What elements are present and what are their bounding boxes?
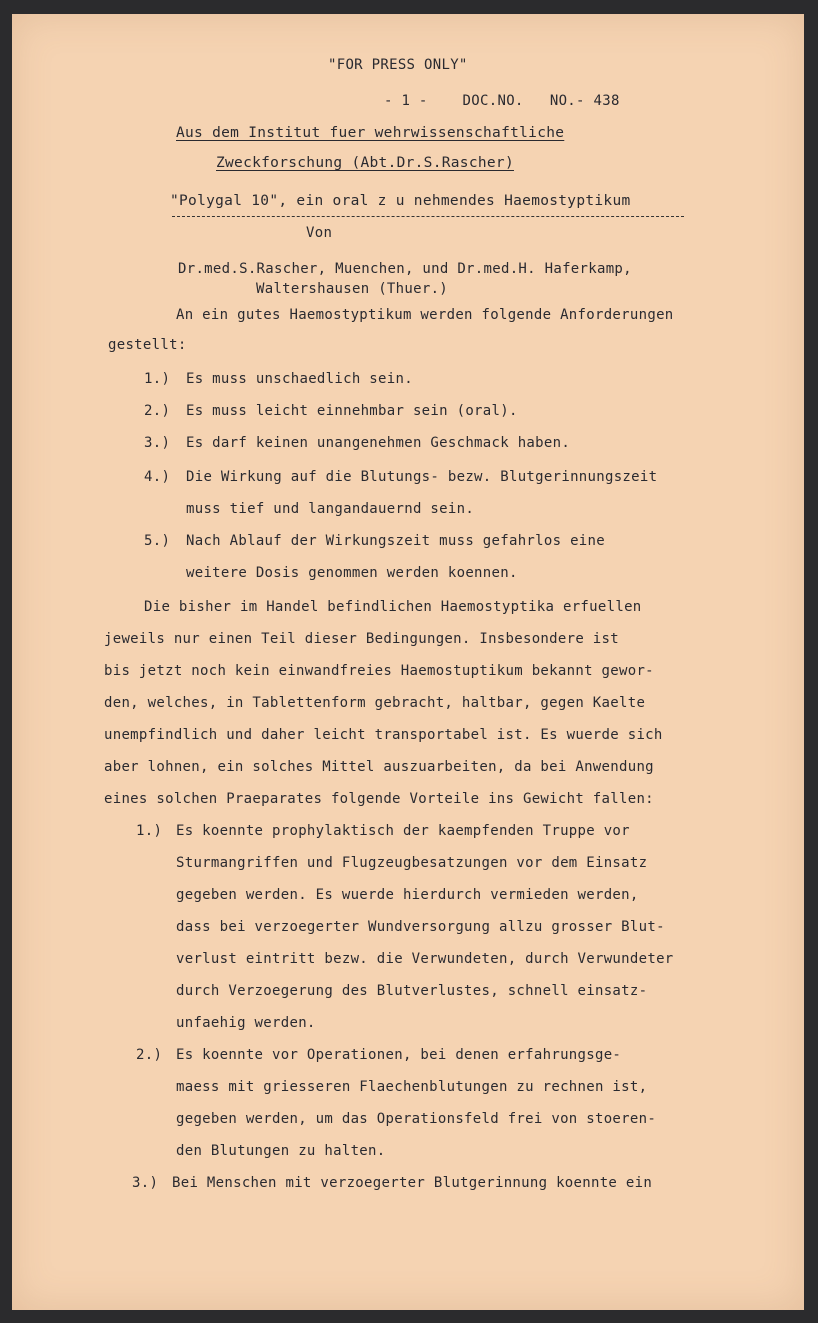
advantage-1-line-1: Es koennte prophylaktisch der kaempfenden Truppe vor: [176, 823, 630, 839]
advantage-1-line-7: unfaehig werden.: [176, 1015, 316, 1031]
advantage-3-number: 3.): [132, 1175, 159, 1191]
requirement-2-number: 2.): [144, 403, 171, 419]
press-note: "FOR PRESS ONLY": [328, 57, 468, 73]
requirement-4-line-1: Die Wirkung auf die Blutungs- bezw. Blutgerinnungszeit: [186, 469, 658, 485]
requirement-1-number: 1.): [144, 371, 171, 387]
document-title: "Polygal 10", ein oral z u nehmendes Haemostyptikum: [170, 193, 631, 209]
paragraph-line-2: jeweils nur einen Teil dieser Bedingungen. Insbesondere ist: [104, 631, 619, 647]
authors-line-1: Dr.med.S.Rascher, Muenchen, und Dr.med.H. Haferkamp,: [178, 261, 632, 277]
by-label: Von: [306, 225, 333, 241]
paragraph-line-6: aber lohnen, ein solches Mittel auszuarbeiten, da bei Anwendung: [104, 759, 654, 775]
document-page: [12, 14, 804, 1310]
requirement-1-text: Es muss unschaedlich sein.: [186, 371, 413, 387]
advantage-2-number: 2.): [136, 1047, 163, 1063]
requirement-5-line-2: weitere Dosis genommen werden koennen.: [186, 565, 518, 581]
page-reference: - 1 - DOC.NO. NO.- 438: [384, 93, 620, 109]
advantage-1-line-2: Sturmangriffen und Flugzeugbesatzungen vor dem Einsatz: [176, 855, 648, 871]
title-underline: [172, 216, 684, 217]
advantage-1-line-4: dass bei verzoegerter Wundversorgung allzu grosser Blut-: [176, 919, 665, 935]
paragraph-line-7: eines solchen Praeparates folgende Vorteile ins Gewicht fallen:: [104, 791, 654, 807]
advantage-1-line-3: gegeben werden. Es wuerde hierdurch vermieden werden,: [176, 887, 639, 903]
advantage-2-line-3: gegeben werden, um das Operationsfeld frei von stoeren-: [176, 1111, 657, 1127]
requirement-3-number: 3.): [144, 435, 171, 451]
requirement-5-line-1: Nach Ablauf der Wirkungszeit muss gefahrlos eine: [186, 533, 605, 549]
requirement-3-text: Es darf keinen unangenehmen Geschmack haben.: [186, 435, 571, 451]
institute-line-2: Zweckforschung (Abt.Dr.S.Rascher): [216, 155, 514, 171]
paragraph-line-1: Die bisher im Handel befindlichen Haemostyptika erfuellen: [144, 599, 642, 615]
intro-line-2: gestellt:: [108, 337, 187, 353]
advantage-2-line-1: Es koennte vor Operationen, bei denen erfahrungsge-: [176, 1047, 622, 1063]
authors-line-2: Waltershausen (Thuer.): [256, 281, 449, 297]
advantage-1-line-5: verlust eintritt bezw. die Verwundeten, durch Verwundeter: [176, 951, 674, 967]
intro-line-1: An ein gutes Haemostyptikum werden folgende Anforderungen: [176, 307, 674, 323]
paragraph-line-4: den, welches, in Tablettenform gebracht, haltbar, gegen Kaelte: [104, 695, 646, 711]
advantage-1-number: 1.): [136, 823, 163, 839]
paragraph-line-3: bis jetzt noch kein einwandfreies Haemostuptikum bekannt gewor-: [104, 663, 654, 679]
advantage-3-line-1: Bei Menschen mit verzoegerter Blutgerinnung koennte ein: [172, 1175, 653, 1191]
requirement-2-text: Es muss leicht einnehmbar sein (oral).: [186, 403, 518, 419]
advantage-1-line-6: durch Verzoegerung des Blutverlustes, schnell einsatz-: [176, 983, 648, 999]
institute-line-1: Aus dem Institut fuer wehrwissenschaftliche: [176, 125, 565, 141]
requirement-4-line-2: muss tief und langandauernd sein.: [186, 501, 475, 517]
advantage-2-line-4: den Blutungen zu halten.: [176, 1143, 386, 1159]
requirement-4-number: 4.): [144, 469, 171, 485]
advantage-2-line-2: maess mit griesseren Flaechenblutungen zu rechnen ist,: [176, 1079, 648, 1095]
paragraph-line-5: unempfindlich und daher leicht transportabel ist. Es wuerde sich: [104, 727, 663, 743]
requirement-5-number: 5.): [144, 533, 171, 549]
